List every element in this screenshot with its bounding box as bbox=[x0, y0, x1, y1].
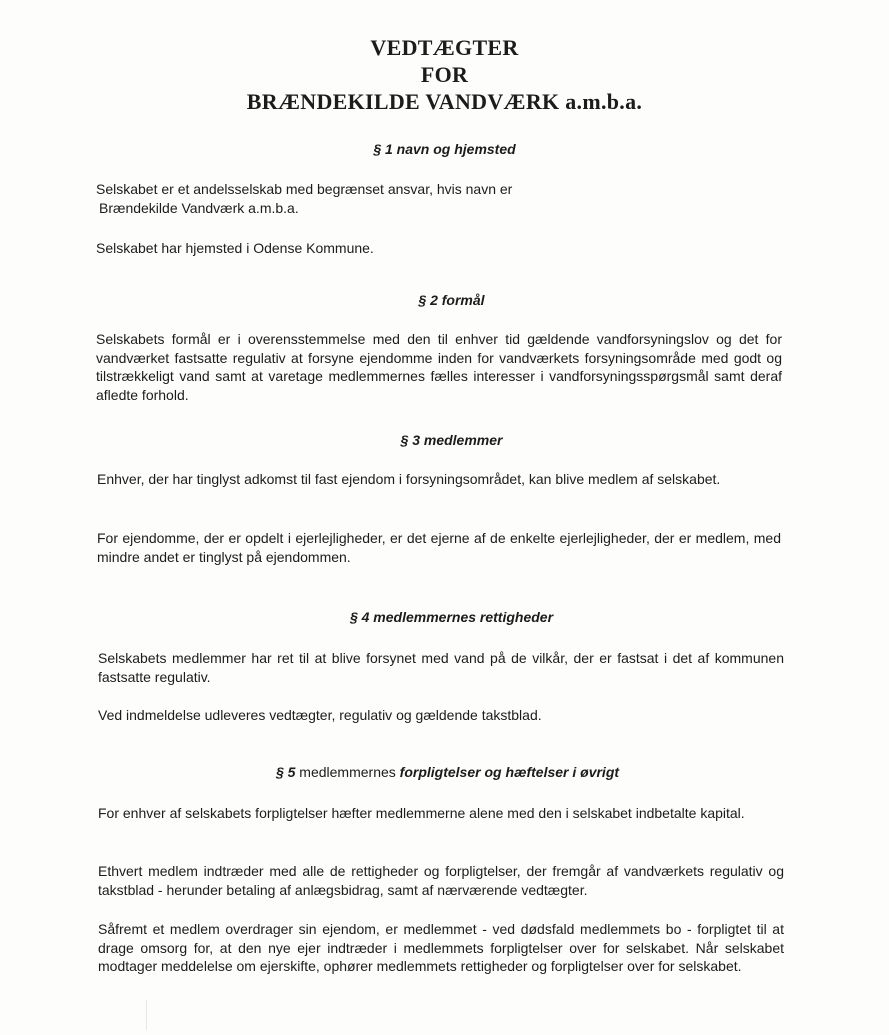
title-line-1: VEDTÆGTER bbox=[370, 35, 519, 60]
document-title bbox=[0, 34, 889, 115]
section-5-paragraph-3: Såfremt et medlem overdrager sin ejendom, er medlemmet - ved dødsfald medlemmets bo - forpligtet til at drage omsorg for, at den nye ejer indtræder i medlemmets forpligtelser over for selskabet. Når selskabet modtager meddelelse om ejerskifte, ophører medlemmets rettigheder og forpligtelser over for selskabet. bbox=[98, 921, 784, 974]
section-3-paragraph-2: For ejendomme, der er opdelt i ejerlejligheder, er det ejerne af de enkelte ejerlejligheder, der er medlem, med mindre andet er tinglyst på ejendommen. bbox=[97, 530, 781, 565]
section-1-paragraph-1-line-1: Selskabet er et andelsselskab med begrænset ansvar, hvis navn er bbox=[96, 181, 513, 197]
section-5-heading-plain: medlemmernes bbox=[295, 764, 400, 780]
section-4-heading: § 4 medlemmernes rettigheder bbox=[349, 609, 554, 625]
section-4-paragraph-2: Ved indmeldelse udleveres vedtægter, regulativ og gældende takstblad. bbox=[98, 707, 542, 723]
section-5-paragraph-1: For enhver af selskabets forpligtelser hæfter medlemmerne alene med den i selskabet indbetalte kapital. bbox=[98, 805, 745, 821]
section-5-heading-emphasis: forpligtelser og hæftelser i øvrigt bbox=[399, 764, 620, 780]
section-1-paragraph-1 bbox=[96, 180, 796, 217]
section-1-paragraph-1-line-2: Brændekilde Vandværk a.m.b.a. bbox=[99, 199, 299, 216]
section-5-heading bbox=[0, 763, 889, 781]
section-2-heading: § 2 formål bbox=[418, 292, 485, 308]
section-5-heading-number: § 5 bbox=[275, 764, 296, 780]
title-line-3: BRÆNDEKILDE VANDVÆRK a.m.b.a. bbox=[246, 89, 643, 114]
section-1-heading: § 1 navn og hjemsted bbox=[373, 141, 516, 157]
section-2-paragraph-1: Selskabets formål er i overensstemmelse med den til enhver tid gældende vandforsyningslov og det for vandværket fastsatte regulativ at forsyne ejendomme inden for vandværkets forsyningsområde med godt og tilstrækkeligt vand samt at varetage medlemmernes fælles interesser i vandforsyningsspørgsmål samt deraf afledte forhold. bbox=[96, 331, 782, 403]
scan-artifact-line bbox=[146, 1000, 147, 1030]
section-3-heading: § 3 medlemmer bbox=[400, 432, 503, 448]
section-3-paragraph-1: Enhver, der har tinglyst adkomst til fast ejendom i forsyningsområdet, kan blive medlem af selskabet. bbox=[97, 471, 721, 487]
section-4-paragraph-1: Selskabets medlemmer har ret til at blive forsynet med vand på de vilkår, der er fastsat i det af kommunen fastsatte regulativ. bbox=[98, 650, 784, 685]
section-5-paragraph-2: Ethvert medlem indtræder med alle de rettigheder og forpligtelser, der fremgår af vandværkets regulativ og takstblad - herunder betaling af anlægsbidrag, samt af nærværende vedtægter. bbox=[98, 863, 784, 898]
title-line-2: FOR bbox=[420, 62, 469, 87]
section-1-paragraph-2: Selskabet har hjemsted i Odense Kommune. bbox=[96, 240, 374, 256]
